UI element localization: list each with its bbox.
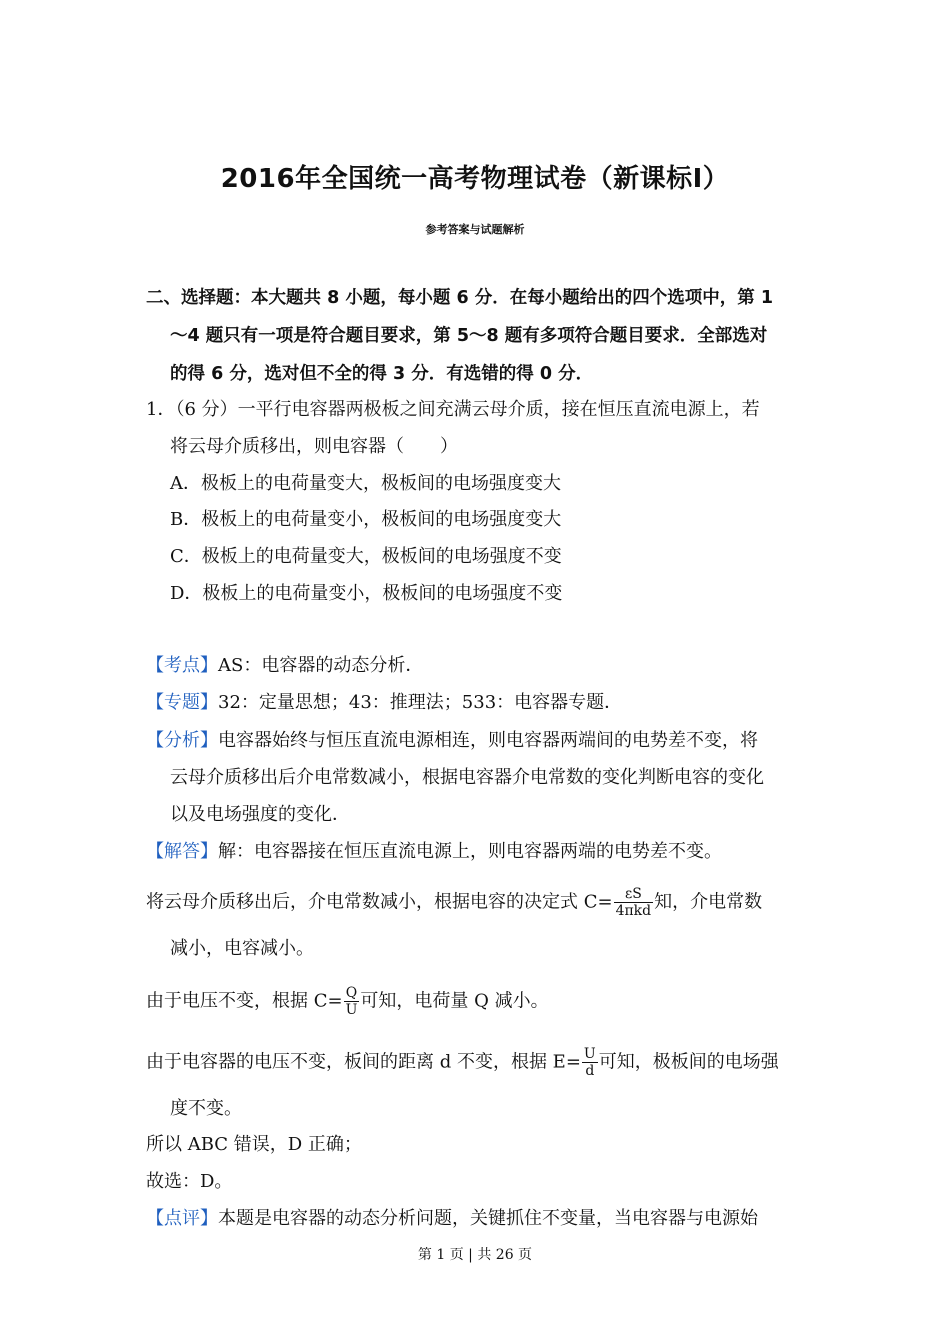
page-title: 2016年全国统一高考物理试卷（新课标Ⅰ）	[220, 164, 730, 194]
field-formula-fraction	[582, 1046, 598, 1079]
section-heading-line-2: ～4 题只有一项是符合题目要求，第 5～8 题有多项符合题目要求．全部选对	[170, 326, 768, 346]
option-d: D．极板上的电荷量变小，极板间的电场强度不变	[170, 583, 563, 604]
fenxi-row	[146, 729, 758, 753]
kaodian-row	[146, 654, 423, 678]
option-c: C．极板上的电荷量变大，极板间的电场强度不变	[170, 546, 562, 567]
section-heading-line-1: 二、选择题：本大题共 8 小题，每小题 6 分．在每小题给出的四个选项中，第 1	[146, 288, 773, 308]
zhuanti-row	[146, 691, 622, 715]
page-subtitle: 参考答案与试题解析	[425, 223, 525, 236]
para2-after: 可知，电荷量 Q 减小。	[360, 990, 549, 1012]
option-b: B．极板上的电荷量变小，极板间的电场强度变大	[170, 509, 562, 530]
para1-before: 将云母介质移出后，介电常数减小，根据电容的决定式 C=	[146, 891, 613, 913]
solution-para-2	[146, 985, 549, 1018]
solution-para-3	[146, 1046, 779, 1079]
fraction-denominator: U	[345, 1002, 358, 1018]
charge-formula-fraction	[344, 985, 360, 1018]
para3-after: 可知，极板间的电场强	[598, 1051, 779, 1073]
fraction-numerator: Q	[344, 985, 360, 1002]
fenxi-tag: 【分析】	[146, 730, 218, 751]
solution-para-3-line-2: 度不变。	[170, 1098, 242, 1119]
fraction-denominator: d	[585, 1063, 595, 1079]
dianping-tag: 【点评】	[146, 1208, 218, 1229]
fraction-numerator: U	[583, 1046, 596, 1062]
question-stem-line-1: 1．（6 分）一平行电容器两极板之间充满云母介质，接在恒压直流电源上，若	[146, 399, 760, 420]
zhuanti-tag: 【专题】	[146, 692, 218, 713]
solution-para-1	[146, 886, 762, 919]
fenxi-line-2: 云母介质移出后介电常数减小，根据电容器介电常数的变化判断电容的变化	[170, 767, 764, 788]
solution-para-1-line-2: 减小，电容减小。	[170, 938, 314, 959]
jieda-tag: 【解答】	[146, 841, 218, 862]
page-footer: 第 1 页 | 共 26 页	[417, 1247, 533, 1263]
dianping-text: 本题是电容器的动态分析问题，关键抓住不变量，当电容器与电源始	[218, 1208, 758, 1229]
fenxi-text-1: 电容器始终与恒压直流电源相连，则电容器两端间的电势差不变，将	[218, 730, 758, 751]
question-stem-line-2: 将云母介质移出，则电容器（ ）	[170, 436, 458, 457]
fenxi-line-3: 以及电场强度的变化．	[170, 804, 350, 825]
kaodian-text: AS：电容器的动态分析．	[218, 655, 424, 676]
para1-after: 知，介电常数	[654, 891, 763, 913]
kaodian-tag: 【考点】	[146, 655, 218, 676]
fraction-denominator: 4πkd	[615, 903, 652, 919]
solution-para-4: 所以 ABC 错误，D 正确；	[146, 1134, 362, 1155]
option-a: A．极板上的电荷量变大，极板间的电场强度变大	[170, 473, 561, 494]
para2-before: 由于电压不变，根据 C=	[146, 990, 343, 1012]
para3-before: 由于电容器的电压不变，板间的距离 d 不变，根据 E=	[146, 1051, 581, 1073]
solution-para-5: 故选：D。	[146, 1171, 233, 1192]
section-heading-line-3: 的得 6 分，选对但不全的得 3 分．有选错的得 0 分．	[170, 364, 594, 384]
jieda-row	[146, 840, 722, 864]
dianping-row	[146, 1207, 758, 1231]
fraction-numerator: εS	[614, 886, 654, 903]
capacitance-formula-fraction	[614, 886, 654, 919]
jieda-text: 解：电容器接在恒压直流电源上，则电容器两端的电势差不变。	[218, 841, 722, 862]
zhuanti-text: 32：定量思想；43：推理法；533：电容器专题．	[218, 692, 623, 713]
